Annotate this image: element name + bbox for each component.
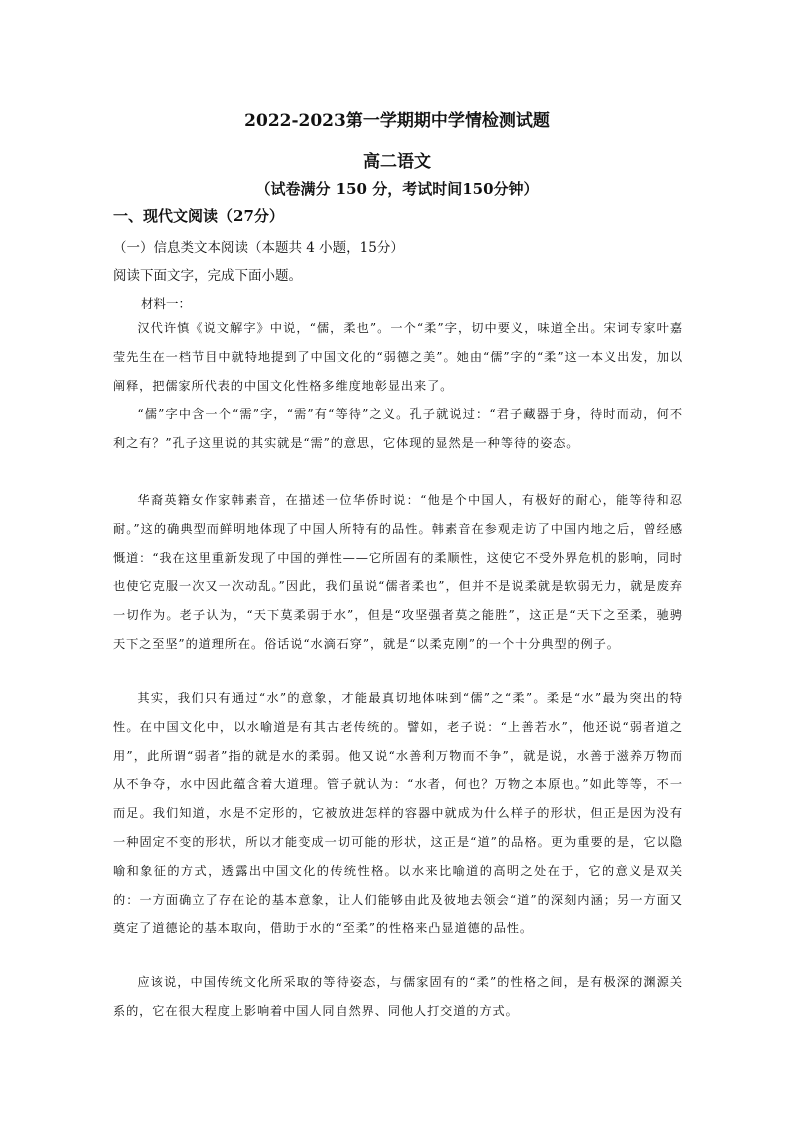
- paragraph-2: “儒”字中含一个“需”字，“需”有“等待”之义。孔子就说过：“君子藏器于身，待时而动，何不利之有？”孔子这里说的其实就是“需”的意思，它体现的显然是一种等待的姿态。: [113, 407, 683, 450]
- section-title: 一、现代文阅读（27分）: [113, 207, 284, 225]
- exam-info: （试卷满分 150 分，考试时间150分钟）: [255, 180, 539, 198]
- paragraph-1: 汉代许慎《说文解字》中说，“儒，柔也”。一个“柔”字，切中要义，味道全出。宋词专家叶嘉莹先生在一档节目中就特地提到了中国文化的“弱德之美”。她由“儒”字的“柔”这一本义出发，加以阐释，把儒家所代表的中国文化性格多维度地彰显出来了。: [113, 321, 683, 393]
- exam-title: 2022-2023第一学期期中学情检测试题: [244, 111, 550, 131]
- paragraph-3: 华裔英籍女作家韩素音，在描述一位华侨时说：“他是个中国人，有极好的耐心，能等待和忍耐。”这的确典型而鲜明地体现了中国人所特有的品性。韩素音在参观走访了中国内地之后，曾经感慨道：“我在这里重新发现了中国的弹性——它所固有的柔顺性，这使它不受外界危机的影响，同时也使它克服一次又一次动乱。”因此，我们虽说“儒者柔也”，但并不是说柔就是软弱无力，就是废弃一切作为。老子认为，“天下莫柔弱于水”，但是“攻坚强者莫之能胜”，这正是“天下之至柔，驰骋天下之至坚”的道理所在。俗话说“水滴石穿”，就是“以柔克刚”的一个十分典型的例子。: [113, 493, 683, 651]
- material-label: 材料一：: [141, 296, 192, 311]
- subsection-title: （一）信息类文本阅读（本题共 4 小题，15分）: [113, 240, 404, 256]
- subject-title: 高二语文: [363, 152, 431, 172]
- instruction-text: 阅读下面文字，完成下面小题。: [113, 268, 302, 284]
- paragraph-4: 其实，我们只有通过“水”的意象，才能最真切地体味到“儒”之“柔”。柔是“水”最为突出的特性。在中国文化中，以水喻道是有其古老传统的。譬如，老子说：“上善若水”，他还说“弱者道之用”，此所谓“弱者”指的就是水的柔弱。他又说“水善利万物而不争”，就是说，水善于滋养万物而从不争夺，水中因此蕴含着大道理。管子就认为：“水者，何也？万物之本原也。”如此等等，不一而足。我们知道，水是不定形的，它被放进怎样的容器中就成为什么样子的形状，但正是因为没有一种固定不变的形状，所以才能变成一切可能的形状，这正是“道”的品格。更为重要的是，它以隐喻和象征的方式，透露出中国文化的传统性格。以水来比喻道的高明之处在于，它的意义是双关的：一方面确立了存在论的基本意象，让人们能够由此及彼地去领会“道”的深刻内涵；另一方面又奠定了道德论的基本取向，借助于水的“至柔”的性格来凸显道德的品性。: [113, 691, 683, 936]
- paragraph-5: 应该说，中国传统文化所采取的等待姿态，与儒家固有的“柔”的性格之间，是有极深的渊源关系的，它在很大程度上影响着中国人同自然界、同他人打交道的方式。: [113, 975, 683, 1018]
